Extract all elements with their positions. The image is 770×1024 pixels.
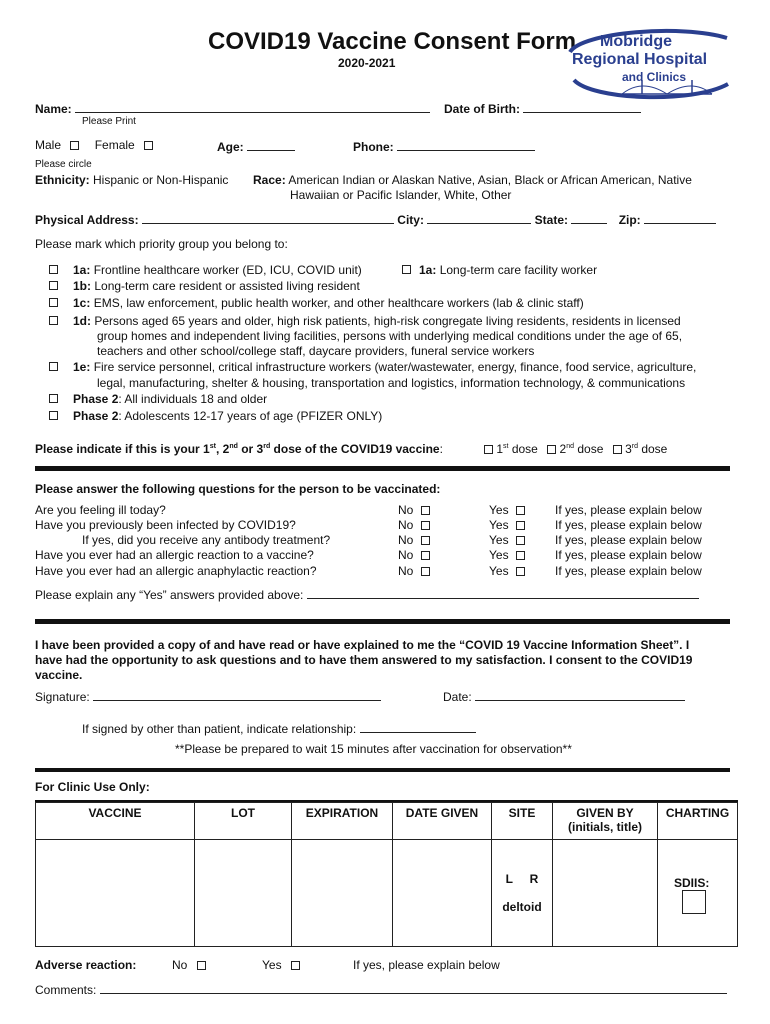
- divider-3: [35, 768, 730, 772]
- please-circle: Please circle: [35, 159, 92, 170]
- priority-1d-checkbox[interactable]: [49, 316, 58, 325]
- race-label: Race:: [253, 173, 286, 187]
- address-label: Physical Address:: [35, 213, 139, 227]
- dose-q-b: , 2: [215, 442, 230, 456]
- priority-1e: [73, 360, 696, 374]
- q4-explain: If yes, please explain below: [555, 564, 702, 578]
- ethnicity-options[interactable]: Hispanic or Non-Hispanic: [93, 173, 229, 187]
- dose-2nd-checkbox[interactable]: [547, 445, 556, 454]
- dose-1st-sup: st: [503, 443, 509, 450]
- race-row: [253, 173, 692, 187]
- priority-1b-checkbox[interactable]: [49, 281, 58, 290]
- dose-1st-text: dose: [508, 442, 538, 456]
- comments-label: Comments:: [35, 983, 97, 997]
- phone-label: Phone:: [353, 140, 394, 154]
- dose-1st-label: [496, 442, 538, 456]
- priority-1a-checkbox[interactable]: [49, 265, 58, 274]
- zip-label: Zip:: [618, 213, 641, 227]
- q2-no-checkbox[interactable]: [421, 536, 430, 545]
- question-ill: Are you feeling ill today?: [35, 503, 166, 517]
- date-row: [443, 688, 685, 704]
- q4-no-label: No: [398, 564, 414, 578]
- q3-explain: If yes, please explain below: [555, 548, 702, 562]
- question-anaphylactic: Have you ever had an allergic anaphylactic reaction?: [35, 564, 317, 578]
- dose-2nd-label: [560, 442, 604, 456]
- signature-label: Signature:: [35, 690, 90, 704]
- priority-1a-ltc-text: Long-term care facility worker: [439, 263, 598, 277]
- q0-explain: If yes, please explain below: [555, 503, 702, 517]
- q3-yes: [489, 548, 525, 562]
- q0-no-checkbox[interactable]: [421, 506, 430, 515]
- date-field[interactable]: [475, 688, 685, 701]
- divider-1: [35, 466, 730, 471]
- name-label: Name:: [35, 102, 72, 116]
- adverse-yes: [262, 958, 300, 972]
- dose-3rd-label: [625, 442, 667, 456]
- cell-charting: [658, 840, 738, 947]
- phase2-adolescent: [73, 409, 382, 423]
- priority-1e-checkbox[interactable]: [49, 362, 58, 371]
- age-field[interactable]: [247, 138, 295, 151]
- priority-1a-ltc-label: 1a:: [419, 263, 437, 277]
- priority-1e-text-line1: Fire service personnel, critical infrastructure workers (water/wastewater, energy, finance, food service, agriculture,: [93, 360, 697, 374]
- sdiis-label: SDIIS:: [674, 876, 710, 890]
- age-row: [217, 138, 295, 154]
- priority-1a: [73, 263, 362, 277]
- female-label: Female: [94, 138, 135, 152]
- q4-no-checkbox[interactable]: [421, 567, 430, 576]
- dose-3rd-text: dose: [637, 442, 668, 456]
- adverse-yes-checkbox[interactable]: [291, 961, 300, 970]
- col-vaccine: VACCINE: [36, 803, 195, 840]
- q2-no: [398, 533, 430, 547]
- site-right[interactable]: R: [529, 872, 539, 886]
- relationship-row: [82, 720, 476, 736]
- priority-1c: [73, 296, 584, 310]
- col-given-by-label: GIVEN BY: [576, 806, 634, 820]
- dose-q-d: dose of the COVID19 vaccine: [270, 442, 440, 456]
- cell-site[interactable]: [492, 840, 553, 947]
- address-row: [35, 211, 716, 227]
- q2-yes-checkbox[interactable]: [516, 536, 525, 545]
- state-label: State:: [534, 213, 568, 227]
- site-left[interactable]: L: [505, 872, 513, 886]
- q0-yes: [489, 503, 525, 517]
- priority-1e-label: 1e:: [73, 360, 91, 374]
- hospital-logo: [562, 24, 734, 102]
- dose-1st-checkbox[interactable]: [484, 445, 493, 454]
- priority-1d: [73, 314, 681, 328]
- comments-field[interactable]: [100, 981, 727, 994]
- question-allergic-vaccine: Have you ever had an allergic reaction to a vaccine?: [35, 548, 314, 562]
- cell-expiration[interactable]: [292, 840, 393, 947]
- priority-1c-checkbox[interactable]: [49, 298, 58, 307]
- adverse-no: [172, 958, 206, 972]
- phase2-adult-label: Phase 2: [73, 392, 119, 406]
- q3-no-checkbox[interactable]: [421, 551, 430, 560]
- priority-1b: [73, 279, 360, 293]
- phase2-adult-text: : All individuals 18 and older: [118, 392, 268, 406]
- priority-1a-label: 1a:: [73, 263, 91, 277]
- col-expiration: EXPIRATION: [292, 803, 393, 840]
- dose-q-sup2: nd: [229, 443, 238, 450]
- phase2-adult-checkbox[interactable]: [49, 394, 58, 403]
- adverse-explain: If yes, please explain below: [353, 958, 500, 972]
- phase2-adult: [73, 392, 267, 406]
- name-row: [35, 100, 430, 116]
- dose-question: [35, 442, 443, 456]
- male-label: Male: [35, 138, 62, 152]
- address-field[interactable]: [142, 211, 394, 224]
- q0-yes-label: Yes: [489, 503, 509, 517]
- phase2-adolescent-label: Phase 2: [73, 409, 119, 423]
- male-checkbox[interactable]: [70, 141, 79, 150]
- relationship-field[interactable]: [360, 720, 476, 733]
- cell-vaccine[interactable]: [36, 840, 195, 947]
- clinic-table: [35, 802, 738, 947]
- col-given-by-sub: (initials, title): [567, 820, 642, 834]
- q1-no-label: No: [398, 518, 414, 532]
- clinic-heading: For Clinic Use Only:: [35, 780, 150, 794]
- explain-yes-label: Please explain any “Yes” answers provided above:: [35, 588, 304, 602]
- question-antibody: If yes, did you receive any antibody treatment?: [82, 533, 331, 547]
- form-year: 2020-2021: [338, 56, 396, 70]
- site-deltoid: deltoid: [502, 900, 542, 914]
- q1-no: [398, 518, 430, 532]
- priority-1d-text-line1: Persons aged 65 years and older, high risk patients, high-risk congregate living residents, residents in licensed: [94, 314, 681, 328]
- comments-row: [35, 981, 727, 997]
- dose-2nd-num: 2: [559, 442, 567, 456]
- dose-q-sup1: st: [209, 443, 216, 450]
- dose-q-colon: :: [439, 442, 443, 456]
- dose-1st-num: 1: [496, 442, 504, 456]
- consent-line1: I have been provided a copy of and have read or have explained to me the “COVID 19 Vaccine Information Sheet”. I: [35, 638, 690, 652]
- priority-1b-text: Long-term care resident or assisted living resident: [94, 279, 360, 293]
- please-print: Please Print: [82, 116, 136, 127]
- dose-q-a: Please indicate if this is your 1: [35, 442, 210, 456]
- adverse-yes-label: Yes: [262, 958, 282, 972]
- dose-3rd-sup: rd: [631, 443, 638, 450]
- divider-2: [35, 619, 730, 624]
- priority-1a-ltc-checkbox[interactable]: [402, 265, 411, 274]
- q0-no: [398, 503, 430, 517]
- consent-line3: vaccine.: [35, 668, 83, 682]
- priority-1d-label: 1d:: [73, 314, 91, 328]
- sex-row: [35, 138, 153, 152]
- consent-line2: have had the opportunity to ask questions and to have them answered to my satisfaction. I consent to the COVID19: [35, 653, 693, 667]
- q3-yes-label: Yes: [489, 548, 509, 562]
- female-checkbox[interactable]: [144, 141, 153, 150]
- q1-no-checkbox[interactable]: [421, 521, 430, 530]
- wait-note: **Please be prepared to wait 15 minutes after vaccination for observation**: [175, 742, 572, 756]
- q4-no: [398, 564, 430, 578]
- zip-field[interactable]: [644, 211, 716, 224]
- q2-yes-label: Yes: [489, 533, 509, 547]
- priority-1c-label: 1c:: [73, 296, 91, 310]
- race-options-line2[interactable]: Hawaiian or Pacific Islander, White, Other: [290, 188, 512, 202]
- dose-options: [484, 442, 667, 456]
- dob-field[interactable]: [523, 100, 641, 113]
- dose-2nd-text: dose: [574, 442, 604, 456]
- page-title: COVID19 Vaccine Consent Form: [208, 28, 577, 55]
- priority-1a-text: Frontline healthcare worker (ED, ICU, COVID unit): [93, 263, 362, 277]
- dose-3rd-checkbox[interactable]: [613, 445, 622, 454]
- cell-given-by[interactable]: [553, 840, 658, 947]
- signature-field[interactable]: [93, 688, 381, 701]
- city-label: City:: [397, 213, 424, 227]
- col-date-given: DATE GIVEN: [393, 803, 492, 840]
- phase2-adolescent-checkbox[interactable]: [49, 411, 58, 420]
- q1-explain: If yes, please explain below: [555, 518, 702, 532]
- priority-1b-label: 1b:: [73, 279, 91, 293]
- signature-row: [35, 688, 381, 704]
- dose-q-c: or 3: [237, 442, 264, 456]
- adverse-no-checkbox[interactable]: [197, 961, 206, 970]
- dose-3rd-num: 3: [625, 442, 632, 456]
- col-given-by: [553, 803, 658, 840]
- q2-no-label: No: [398, 533, 414, 547]
- dob-row: [444, 100, 641, 116]
- race-options-line1[interactable]: American Indian or Alaskan Native, Asian, Black or African American, Native: [288, 173, 692, 187]
- q3-no-label: No: [398, 548, 414, 562]
- q0-no-label: No: [398, 503, 414, 517]
- dob-label: Date of Birth:: [444, 102, 520, 116]
- q0-yes-checkbox[interactable]: [516, 506, 525, 515]
- date-label: Date:: [443, 690, 472, 704]
- adverse-no-label: No: [172, 958, 188, 972]
- relationship-label: If signed by other than patient, indicate relationship:: [82, 722, 357, 736]
- q1-yes-label: Yes: [489, 518, 509, 532]
- explain-yes-field[interactable]: [307, 586, 699, 599]
- phone-row: [353, 138, 535, 154]
- priority-prompt: Please mark which priority group you belong to:: [35, 237, 288, 251]
- logo-line2: Regional Hospital: [572, 51, 708, 68]
- col-charting: CHARTING: [658, 803, 738, 840]
- state-field[interactable]: [571, 211, 607, 224]
- q4-yes-checkbox[interactable]: [516, 567, 525, 576]
- adverse-label: Adverse reaction:: [35, 958, 137, 972]
- cell-lot[interactable]: [195, 840, 292, 947]
- q3-yes-checkbox[interactable]: [516, 551, 525, 560]
- priority-1e-text-line2: legal, manufacturing, shelter & housing, transportation and logistics, information technology, & communications: [97, 376, 686, 390]
- logo-line1: Mobridge: [600, 33, 672, 50]
- q3-no: [398, 548, 430, 562]
- questions-heading: Please answer the following questions for the person to be vaccinated:: [35, 482, 441, 496]
- logo-line3: and Clinics: [622, 70, 687, 84]
- dose-2nd-sup: nd: [566, 443, 575, 450]
- q2-explain: If yes, please explain below: [555, 533, 702, 547]
- col-site: SITE: [492, 803, 553, 840]
- q4-yes: [489, 564, 525, 578]
- ethnicity-label: Ethnicity:: [35, 173, 90, 187]
- question-covid-infected: Have you previously been infected by COVID19?: [35, 518, 296, 532]
- city-field[interactable]: [427, 211, 531, 224]
- q1-yes: [489, 518, 525, 532]
- q1-yes-checkbox[interactable]: [516, 521, 525, 530]
- col-lot: LOT: [195, 803, 292, 840]
- dose-q-sup3: rd: [263, 443, 271, 450]
- priority-1c-text: EMS, law enforcement, public health worker, and other healthcare workers (lab & clinic staff): [93, 296, 584, 310]
- q2-yes: [489, 533, 525, 547]
- name-field[interactable]: [75, 100, 430, 113]
- phase2-adolescent-text: : Adolescents 12-17 years of age (PFIZER ONLY): [118, 409, 383, 423]
- priority-1d-text-line3: teachers and other school/college staff, daycare providers, funeral service workers: [97, 344, 535, 358]
- sdiis-checkbox[interactable]: [682, 890, 706, 914]
- explain-yes-row: [35, 586, 699, 602]
- age-label: Age:: [217, 140, 244, 154]
- cell-date-given[interactable]: [393, 840, 492, 947]
- q4-yes-label: Yes: [489, 564, 509, 578]
- priority-1a-ltc: [419, 263, 597, 277]
- phone-field[interactable]: [397, 138, 535, 151]
- ethnicity-row: [35, 173, 228, 187]
- priority-1d-text-line2: group homes and independent living facilities, persons with underlying medical conditions under the age of 65,: [97, 329, 683, 343]
